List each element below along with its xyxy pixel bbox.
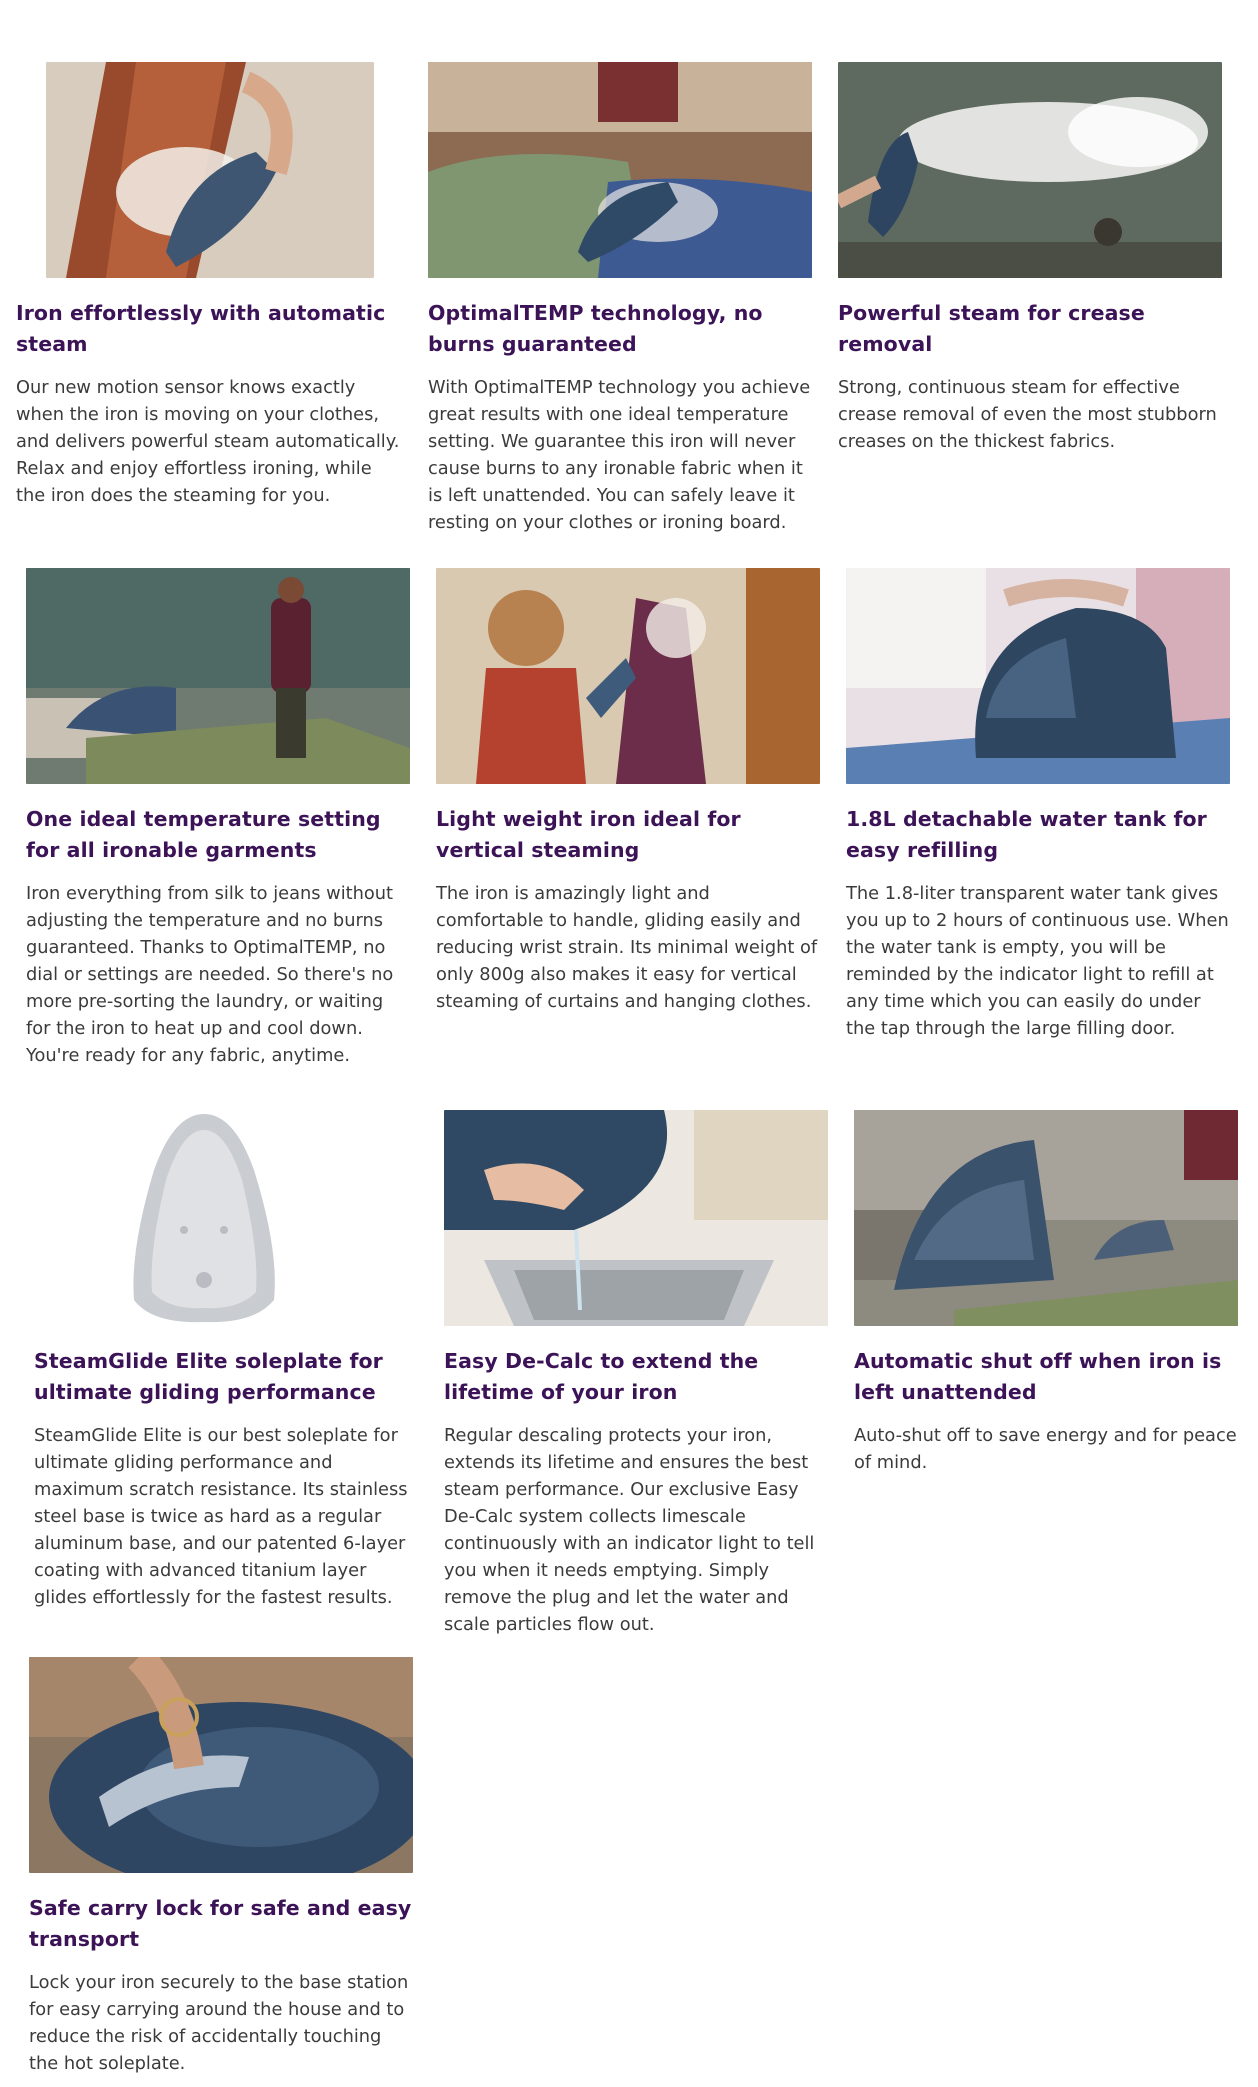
feature-description: Strong, continuous steam for effective crease removal of even the most stubborn creases on the thickest fabrics. [838,377,1217,452]
feature-title: Light weight iron ideal for vertical steaming [436,807,741,862]
feature-ideal-temperature [26,568,410,1069]
vertical-steaming-image [436,568,820,784]
feature-description: Auto-shut off to save energy and for peace of mind. [854,1425,1237,1473]
feature-title: 1.8L detachable water tank for easy refilling [846,807,1207,862]
feature-water-tank [846,568,1230,1042]
carry-lock-image [29,1657,413,1873]
feature-description: SteamGlide Elite is our best soleplate for ultimate gliding performance and maximum scratch resistance. Its stainless steel base is twice as hard as a regular aluminum base, and our patented 6-layer coating with advanced titanium layer glides effortlessly for the fastest results. [34,1425,408,1608]
feature-title: OptimalTEMP technology, no burns guaranteed [428,301,763,356]
feature-description: Regular descaling protects your iron, extends its lifetime and ensures the best steam performance. Our exclusive Easy De-Calc system collects limescale continuously with an indicator light to tell you when it needs emptying. Simply remove the plug and let the water and scale particles flow out. [444,1425,815,1635]
soleplate-image [34,1110,418,1326]
feature-title: Automatic shut off when iron is left unattended [854,1349,1222,1404]
decalc-image [444,1110,828,1326]
powerful-steam-image [838,62,1222,278]
feature-description: With OptimalTEMP technology you achieve great results with one ideal temperature setting. We guarantee this iron will never cause burns to any ironable fabric when it is left unattended. You can safely leave it resting on your clothes or ironing board. [428,377,811,533]
feature-auto-shut-off [854,1110,1238,1476]
feature-description: The iron is amazingly light and comfortable to handle, gliding easily and reducing wrist strain. Its minimal weight of only 800g also makes it easy for vertical steaming of curtains and hanging clothes. [436,883,818,1012]
feature-powerful-steam [838,62,1222,455]
feature-description: Our new motion sensor knows exactly when the iron is moving on your clothes, and delivers powerful steam automatically. Relax and enjoy effortless ironing, while the iron does the steaming for you. [16,377,400,506]
iron-automatic-steam-image [46,62,374,278]
feature-decalc [444,1110,828,1638]
feature-title: Safe carry lock for safe and easy transport [29,1896,412,1951]
optimaltemp-image [428,62,812,278]
feature-title: One ideal temperature setting for all ironable garments [26,807,381,862]
feature-description: The 1.8-liter transparent water tank gives you up to 2 hours of continuous use. When the water tank is empty, you will be reminded by the indicator light to refill at any time which you can easily do under the tap through the large filling door. [846,883,1229,1039]
feature-title: Iron effortlessly with automatic steam [16,301,386,356]
ideal-temperature-image [26,568,410,784]
feature-automatic-steam [16,62,400,509]
feature-soleplate [34,1110,418,1611]
water-tank-image [846,568,1230,784]
feature-description: Lock your iron securely to the base station for easy carrying around the house and to reduce the risk of accidentally touching the hot soleplate. [29,1972,409,2074]
feature-title: Easy De-Calc to extend the lifetime of your iron [444,1349,759,1404]
auto-shut-off-image [854,1110,1238,1326]
feature-title: Powerful steam for crease removal [838,301,1145,356]
feature-title: SteamGlide Elite soleplate for ultimate gliding performance [34,1349,383,1404]
feature-vertical-steaming [436,568,820,1015]
feature-description: Iron everything from silk to jeans without adjusting the temperature and no burns guaranteed. Thanks to OptimalTEMP, no dial or settings are needed. So there's no more pre-sorting the laundry, or waiting for the iron to heat up and cool down. You're ready for any fabric, anytime. [26,883,394,1066]
feature-carry-lock [29,1657,413,2077]
feature-optimaltemp [428,62,812,536]
